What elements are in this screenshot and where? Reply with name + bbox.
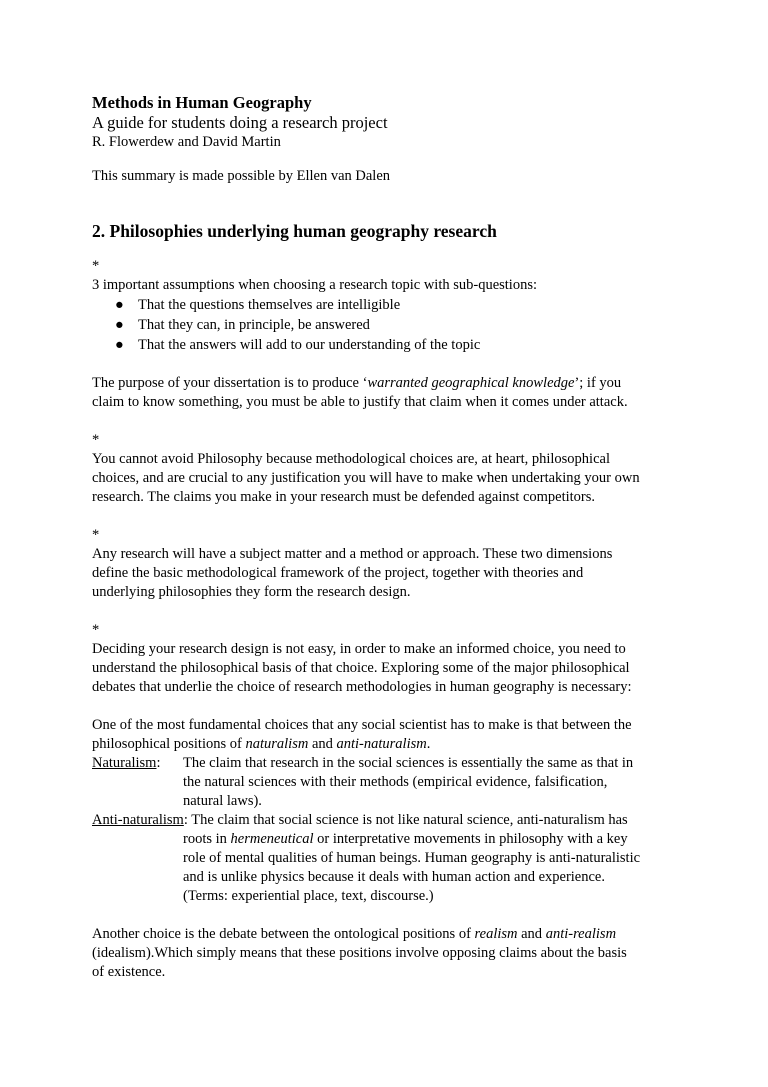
realism-paragraph: Another choice is the debate between the ontological positions of realism and anti-realism (idealism).Which simply means that these positions involve opposing claims about the basis of existence. xyxy=(92,926,627,980)
separator-star: * xyxy=(92,622,100,638)
bullet-icon: ● xyxy=(115,317,124,333)
bullet-icon: ● xyxy=(115,297,124,313)
list-item: ● That the questions themselves are intelligible xyxy=(115,297,401,313)
design-paragraph: Deciding your research design is not easy, in order to make an informed choice, you need to understand the philosophical basis of that choice. Exploring some of the major philosophical debates that underlie the choice of research methodologies in human geography is necessary: xyxy=(92,641,632,695)
purpose-paragraph: The purpose of your dissertation is to produce ‘warranted geographical knowledge’; if you claim to know something, you must be able to justify that claim when it comes under attack. xyxy=(92,375,628,410)
philosophy-paragraph: You cannot avoid Philosophy because methodological choices are, at heart, philosophical choices, and are crucial to any justification you will have to make when undertaking your own research. The claims you make in your research must be defended against competitors. xyxy=(92,451,640,505)
document-subtitle: A guide for students doing a research project xyxy=(92,113,388,132)
document-title: Methods in Human Geography xyxy=(92,93,312,112)
anti-naturalism-definition: Anti-naturalism: The claim that social science is not like natural science, anti-naturalism has roots in hermeneutical or interpretative movements in philosophy with a key role of mental qualities of human beings. Human geography is anti-naturalistic and is unlike physics because it deals with human action and experience. (Terms: experiential place, text, discourse.) xyxy=(92,812,641,904)
bullet-icon: ● xyxy=(115,337,124,353)
document-credit: This summary is made possible by Ellen van Dalen xyxy=(92,168,391,184)
research-paragraph: Any research will have a subject matter and a method or approach. These two dimensions define the basic methodological framework of the project, together with theories and underlying philosophies they form the research design. xyxy=(92,546,613,600)
separator-star: * xyxy=(92,527,100,543)
document-content xyxy=(92,93,682,982)
document-authors: R. Flowerdew and David Martin xyxy=(92,134,281,150)
naturalism-definition: Naturalism: The claim that research in the social sciences is essentially the same as that in the natural sciences with their methods (empirical evidence, falsification, natural laws). xyxy=(92,755,634,809)
fundamental-paragraph: One of the most fundamental choices that any social scientist has to make is that between the philosophical positions of naturalism and anti-naturalism. xyxy=(92,717,632,752)
list-item: ● That they can, in principle, be answered xyxy=(115,317,370,333)
section-heading: 2. Philosophies underlying human geography research xyxy=(92,221,497,241)
naturalism-term: Naturalism xyxy=(92,755,157,771)
assumptions-intro: 3 important assumptions when choosing a research topic with sub-questions: xyxy=(92,277,537,293)
assumptions-list xyxy=(92,295,682,355)
separator-star: * xyxy=(92,258,100,274)
anti-naturalism-term: Anti-naturalism xyxy=(92,812,184,828)
list-item: ● That the answers will add to our understanding of the topic xyxy=(115,337,481,353)
separator-star: * xyxy=(92,432,100,448)
